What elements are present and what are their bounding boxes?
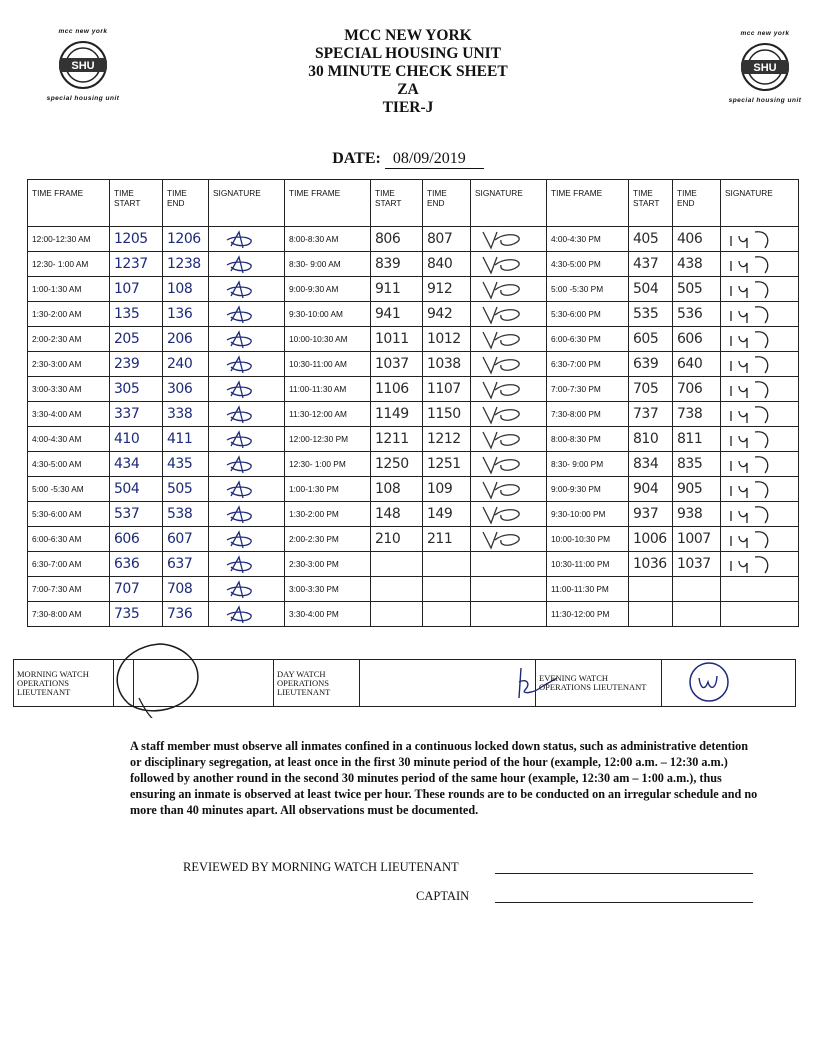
- captain-signature-line: [495, 902, 753, 903]
- evening-time-frame: 10:30-11:00 PM: [547, 552, 629, 577]
- evening-time-frame: 10:00-10:30 PM: [547, 527, 629, 552]
- day-lieutenant-label: DAY WATCH OPERATIONS LIEUTENANT: [274, 660, 360, 707]
- reviewed-by-label: REVIEWED BY MORNING WATCH LIEUTENANT: [183, 860, 459, 874]
- evening-signature: [721, 452, 799, 477]
- day-time-frame: 9:00-9:30 AM: [285, 277, 371, 302]
- day-time-frame: 11:00-11:30 AM: [285, 377, 371, 402]
- day-time-frame: 8:30- 9:00 AM: [285, 252, 371, 277]
- morning-initials-icon: [213, 553, 273, 575]
- evening-signature: [721, 527, 799, 552]
- day-signature: [471, 277, 547, 302]
- morning-time-start: 205: [110, 327, 163, 352]
- morning-signature: [209, 452, 285, 477]
- table-row: [28, 552, 799, 577]
- table-row: [28, 602, 799, 627]
- morning-initials-icon: [213, 328, 273, 350]
- table-row: [28, 252, 799, 277]
- day-signature: [471, 352, 547, 377]
- evening-signature: [721, 577, 799, 602]
- evening-initials-icon: [725, 328, 785, 350]
- day-signature: [471, 227, 547, 252]
- morning-signature: [209, 527, 285, 552]
- evening-lieutenant-label: EVENING WATCH OPERATIONS LIEUTENANT: [536, 660, 662, 707]
- logo-left-bottom-text: special housing unit: [46, 95, 120, 102]
- evening-time-end: 1007: [673, 527, 721, 552]
- date-value: 08/09/2019: [385, 150, 484, 169]
- table-row: [28, 452, 799, 477]
- morning-time-start: 107: [110, 277, 163, 302]
- morning-time-start: 305: [110, 377, 163, 402]
- header-time-frame: TIME FRAME: [28, 180, 110, 227]
- day-time-end: 149: [423, 502, 471, 527]
- evening-signature: [721, 477, 799, 502]
- day-time-start: 148: [371, 502, 423, 527]
- day-time-frame: 12:30- 1:00 PM: [285, 452, 371, 477]
- day-signature: [471, 527, 547, 552]
- captain-label: CAPTAIN: [416, 889, 470, 903]
- day-time-start: 1037: [371, 352, 423, 377]
- table-row: [28, 477, 799, 502]
- evening-time-end: 640: [673, 352, 721, 377]
- day-initials-icon: [475, 228, 535, 250]
- evening-time-end: 835: [673, 452, 721, 477]
- evening-time-end: 811: [673, 427, 721, 452]
- evening-initials-icon: [725, 378, 785, 400]
- evening-time-start: 834: [629, 452, 673, 477]
- evening-time-start: [629, 577, 673, 602]
- day-signature: [471, 402, 547, 427]
- day-time-end: 1212: [423, 427, 471, 452]
- header-time-frame: TIME FRAME: [547, 180, 629, 227]
- morning-signature: [209, 327, 285, 352]
- logo-left-emblem-text: SHU: [71, 60, 95, 72]
- header-line-3: 30 MINUTE CHECK SHEET: [308, 63, 508, 80]
- evening-time-frame: 8:00-8:30 PM: [547, 427, 629, 452]
- evening-time-frame: 9:00-9:30 PM: [547, 477, 629, 502]
- morning-time-start: 239: [110, 352, 163, 377]
- morning-time-end: 607: [163, 527, 209, 552]
- evening-initials-icon: [725, 428, 785, 450]
- logo-right-bottom-text: special housing unit: [728, 97, 802, 104]
- table-row: [28, 577, 799, 602]
- morning-lieutenant-label: MORNING WATCH OPERATIONS LIEUTENANT: [14, 660, 114, 707]
- day-time-frame: 2:00-2:30 PM: [285, 527, 371, 552]
- morning-signature: [209, 352, 285, 377]
- morning-time-frame: 1:30-2:00 AM: [28, 302, 110, 327]
- day-time-start: 210: [371, 527, 423, 552]
- day-time-end: [423, 602, 471, 627]
- evening-signature: [721, 227, 799, 252]
- day-time-frame: 8:00-8:30 AM: [285, 227, 371, 252]
- day-time-frame: 1:30-2:00 PM: [285, 502, 371, 527]
- morning-time-end: 411: [163, 427, 209, 452]
- evening-time-start: 1006: [629, 527, 673, 552]
- morning-signature: [209, 377, 285, 402]
- header-time-frame: TIME FRAME: [285, 180, 371, 227]
- morning-time-start: 410: [110, 427, 163, 452]
- evening-time-start: 904: [629, 477, 673, 502]
- morning-initials-icon: [213, 603, 273, 625]
- morning-initials-icon: [213, 578, 273, 600]
- header-signature: SIGNATURE: [209, 180, 285, 227]
- table-row: [28, 427, 799, 452]
- morning-initials-icon: [213, 228, 273, 250]
- day-time-end: 211: [423, 527, 471, 552]
- day-time-frame: 11:30-12:00 AM: [285, 402, 371, 427]
- evening-time-end: 505: [673, 277, 721, 302]
- header-time-start: TIME START: [371, 180, 423, 227]
- evening-initials-icon: [725, 553, 785, 575]
- evening-time-frame: 9:30-10:00 PM: [547, 502, 629, 527]
- day-time-end: [423, 552, 471, 577]
- day-signature: [471, 602, 547, 627]
- date-label: DATE:: [332, 150, 381, 167]
- header-time-end: TIME END: [163, 180, 209, 227]
- morning-initials-icon: [213, 478, 273, 500]
- evening-time-start: 437: [629, 252, 673, 277]
- day-time-frame: 12:00-12:30 PM: [285, 427, 371, 452]
- evening-lieutenant-signature: [676, 660, 796, 707]
- header-time-end: TIME END: [673, 180, 721, 227]
- morning-signature: [209, 577, 285, 602]
- morning-lieutenant-initials-icon: [99, 638, 229, 718]
- morning-signature: [209, 302, 285, 327]
- evening-time-start: [629, 602, 673, 627]
- morning-time-frame: 7:30-8:00 AM: [28, 602, 110, 627]
- evening-lieutenant-initials-icon: [683, 660, 735, 704]
- day-time-end: 1038: [423, 352, 471, 377]
- day-time-frame: 10:30-11:00 AM: [285, 352, 371, 377]
- morning-initials-icon: [213, 278, 273, 300]
- table-row: [28, 352, 799, 377]
- day-time-start: 806: [371, 227, 423, 252]
- logo-left-top-text: mcc new york: [58, 28, 108, 35]
- evening-initials-icon: [725, 253, 785, 275]
- day-time-start: [371, 602, 423, 627]
- morning-time-frame: 6:30-7:00 AM: [28, 552, 110, 577]
- evening-signature: [721, 427, 799, 452]
- evening-time-start: 605: [629, 327, 673, 352]
- header-signature: SIGNATURE: [721, 180, 799, 227]
- morning-time-end: 538: [163, 502, 209, 527]
- day-time-frame: 9:30-10:00 AM: [285, 302, 371, 327]
- morning-time-frame: 2:30-3:00 AM: [28, 352, 110, 377]
- day-initials-icon: [475, 278, 535, 300]
- morning-time-start: 434: [110, 452, 163, 477]
- evening-time-frame: 11:00-11:30 PM: [547, 577, 629, 602]
- morning-time-start: 337: [110, 402, 163, 427]
- evening-time-end: 706: [673, 377, 721, 402]
- reviewed-by-signature-line: [495, 873, 753, 874]
- evening-initials-icon: [725, 303, 785, 325]
- morning-time-frame: 4:30-5:00 AM: [28, 452, 110, 477]
- morning-signature: [209, 552, 285, 577]
- morning-time-start: 1237: [110, 252, 163, 277]
- evening-initials-icon: [725, 228, 785, 250]
- day-time-end: 1012: [423, 327, 471, 352]
- day-lieutenant-signature: [360, 660, 536, 707]
- evening-signature: [721, 602, 799, 627]
- evening-time-frame: 7:30-8:00 PM: [547, 402, 629, 427]
- morning-signature: [209, 477, 285, 502]
- evening-time-start: 639: [629, 352, 673, 377]
- day-time-start: 1211: [371, 427, 423, 452]
- evening-initials-icon: [725, 278, 785, 300]
- policy-paragraph: A staff member must observe all inmates confined in a continuous locked down status, such as administrative detention or disciplinary segregation, at least once in the first 30 minute period of the hour (example, 12:00 a.m. – 12:30 a.m.) followed by another round in the second 30 minutes period of the same hour (example, 12:30 am – 1:00 a.m.), thus ensuring an inmate is observed at least twice per hour. These rounds are to be conducted on an irregular schedule and no more than 40 minutes apart. All observations must be documented.: [130, 739, 758, 817]
- table-row: [28, 402, 799, 427]
- day-initials-icon: [475, 503, 535, 525]
- logo-right-emblem-text: SHU: [753, 62, 777, 74]
- morning-time-start: 537: [110, 502, 163, 527]
- header-signature: SIGNATURE: [471, 180, 547, 227]
- evening-signature: [721, 302, 799, 327]
- header-time-start: TIME START: [110, 180, 163, 227]
- day-time-end: 1150: [423, 402, 471, 427]
- table-header-row: [28, 180, 799, 227]
- day-time-end: 807: [423, 227, 471, 252]
- morning-signature: [209, 502, 285, 527]
- morning-initials-icon: [213, 378, 273, 400]
- evening-signature: [721, 327, 799, 352]
- evening-signature: [721, 252, 799, 277]
- morning-initials-icon: [213, 253, 273, 275]
- evening-initials-icon: [725, 503, 785, 525]
- evening-signature: [721, 352, 799, 377]
- day-time-end: 942: [423, 302, 471, 327]
- evening-initials-icon: [725, 353, 785, 375]
- evening-time-end: [673, 602, 721, 627]
- day-time-start: 1149: [371, 402, 423, 427]
- day-signature: [471, 452, 547, 477]
- evening-time-start: 535: [629, 302, 673, 327]
- day-time-end: 1107: [423, 377, 471, 402]
- check-sheet-table: [27, 179, 799, 627]
- morning-time-end: 505: [163, 477, 209, 502]
- header-line-1: MCC NEW YORK: [344, 27, 472, 44]
- evening-initials-icon: [725, 453, 785, 475]
- morning-time-end: 1206: [163, 227, 209, 252]
- evening-time-frame: 4:30-5:00 PM: [547, 252, 629, 277]
- morning-signature: [209, 602, 285, 627]
- evening-signature: [721, 552, 799, 577]
- morning-time-end: 637: [163, 552, 209, 577]
- evening-time-frame: 7:00-7:30 PM: [547, 377, 629, 402]
- morning-time-frame: 3:30-4:00 AM: [28, 402, 110, 427]
- evening-time-frame: 11:30-12:00 PM: [547, 602, 629, 627]
- morning-initials-icon: [213, 528, 273, 550]
- day-initials-icon: [475, 253, 535, 275]
- evening-time-end: 606: [673, 327, 721, 352]
- day-time-frame: 2:30-3:00 PM: [285, 552, 371, 577]
- day-time-end: 912: [423, 277, 471, 302]
- evening-time-start: 1036: [629, 552, 673, 577]
- morning-time-end: 435: [163, 452, 209, 477]
- morning-time-end: 206: [163, 327, 209, 352]
- morning-signature: [209, 252, 285, 277]
- morning-initials-icon: [213, 303, 273, 325]
- header-line-5: TIER-J: [382, 99, 434, 116]
- morning-time-frame: 4:00-4:30 AM: [28, 427, 110, 452]
- evening-time-frame: 4:00-4:30 PM: [547, 227, 629, 252]
- day-initials-icon: [475, 403, 535, 425]
- day-time-end: 840: [423, 252, 471, 277]
- day-time-start: [371, 577, 423, 602]
- morning-time-end: 338: [163, 402, 209, 427]
- day-time-start: 911: [371, 277, 423, 302]
- day-initials-icon: [475, 428, 535, 450]
- day-time-frame: 3:30-4:00 PM: [285, 602, 371, 627]
- evening-time-end: 438: [673, 252, 721, 277]
- morning-time-start: 735: [110, 602, 163, 627]
- day-time-start: 108: [371, 477, 423, 502]
- morning-time-start: 606: [110, 527, 163, 552]
- logo-right-top-text: mcc new york: [740, 30, 790, 37]
- evening-initials-icon: [725, 478, 785, 500]
- evening-signature: [721, 502, 799, 527]
- table-row: [28, 277, 799, 302]
- evening-time-start: 504: [629, 277, 673, 302]
- morning-signature: [209, 277, 285, 302]
- evening-initials-icon: [725, 403, 785, 425]
- lieutenant-signoff-table: [13, 659, 796, 707]
- morning-initials-icon: [213, 503, 273, 525]
- morning-time-frame: 12:30- 1:00 AM: [28, 252, 110, 277]
- evening-time-end: 536: [673, 302, 721, 327]
- morning-time-end: 240: [163, 352, 209, 377]
- morning-time-start: 135: [110, 302, 163, 327]
- day-initials-icon: [475, 528, 535, 550]
- table-row: [28, 327, 799, 352]
- day-signature: [471, 552, 547, 577]
- morning-lieutenant-signature: [134, 660, 274, 707]
- morning-signature: [209, 227, 285, 252]
- day-initials-icon: [475, 378, 535, 400]
- day-initials-icon: [475, 353, 535, 375]
- morning-time-frame: 7:00-7:30 AM: [28, 577, 110, 602]
- evening-time-start: 937: [629, 502, 673, 527]
- morning-time-frame: 5:30-6:00 AM: [28, 502, 110, 527]
- morning-initials-icon: [213, 403, 273, 425]
- morning-initials-icon: [213, 453, 273, 475]
- header-line-2: SPECIAL HOUSING UNIT: [314, 45, 502, 62]
- day-initials-icon: [475, 453, 535, 475]
- morning-time-end: 1238: [163, 252, 209, 277]
- morning-signature: [209, 427, 285, 452]
- morning-time-end: 708: [163, 577, 209, 602]
- table-row: [28, 302, 799, 327]
- table-row: [28, 502, 799, 527]
- day-time-end: 1251: [423, 452, 471, 477]
- day-time-end: [423, 577, 471, 602]
- morning-initials-icon: [213, 353, 273, 375]
- day-signature: [471, 252, 547, 277]
- page-header: [0, 27, 816, 117]
- evening-signature: [721, 377, 799, 402]
- evening-time-start: 405: [629, 227, 673, 252]
- table-row: [28, 527, 799, 552]
- evening-signature: [721, 277, 799, 302]
- morning-time-start: 636: [110, 552, 163, 577]
- evening-time-end: 738: [673, 402, 721, 427]
- evening-time-end: [673, 577, 721, 602]
- table-row: [28, 377, 799, 402]
- morning-time-end: 136: [163, 302, 209, 327]
- evening-time-frame: 6:30-7:00 PM: [547, 352, 629, 377]
- day-time-start: 839: [371, 252, 423, 277]
- evening-initials-icon: [725, 528, 785, 550]
- day-time-end: 109: [423, 477, 471, 502]
- evening-time-end: 938: [673, 502, 721, 527]
- day-time-start: 941: [371, 302, 423, 327]
- day-signature: [471, 502, 547, 527]
- morning-time-end: 108: [163, 277, 209, 302]
- table-row: [28, 227, 799, 252]
- morning-time-start: 707: [110, 577, 163, 602]
- day-time-frame: 3:00-3:30 PM: [285, 577, 371, 602]
- evening-time-start: 705: [629, 377, 673, 402]
- morning-time-start: 1205: [110, 227, 163, 252]
- day-time-start: 1250: [371, 452, 423, 477]
- morning-time-frame: 12:00-12:30 AM: [28, 227, 110, 252]
- evening-time-frame: 8:30- 9:00 PM: [547, 452, 629, 477]
- day-signature: [471, 427, 547, 452]
- evening-time-frame: 5:30-6:00 PM: [547, 302, 629, 327]
- evening-time-end: 905: [673, 477, 721, 502]
- evening-time-frame: 5:00 -5:30 PM: [547, 277, 629, 302]
- day-time-frame: 1:00-1:30 PM: [285, 477, 371, 502]
- day-time-frame: 10:00-10:30 AM: [285, 327, 371, 352]
- morning-signature: [209, 402, 285, 427]
- day-time-start: 1011: [371, 327, 423, 352]
- day-signature: [471, 477, 547, 502]
- morning-time-frame: 1:00-1:30 AM: [28, 277, 110, 302]
- evening-time-start: 737: [629, 402, 673, 427]
- morning-time-frame: 2:00-2:30 AM: [28, 327, 110, 352]
- morning-time-start: 504: [110, 477, 163, 502]
- header-time-end: TIME END: [423, 180, 471, 227]
- morning-time-end: 736: [163, 602, 209, 627]
- date-line: [0, 150, 816, 169]
- day-signature: [471, 327, 547, 352]
- day-initials-icon: [475, 328, 535, 350]
- day-signature: [471, 577, 547, 602]
- morning-time-frame: 5:00 -5:30 AM: [28, 477, 110, 502]
- morning-time-frame: 6:00-6:30 AM: [28, 527, 110, 552]
- evening-signature: [721, 402, 799, 427]
- morning-initials-icon: [213, 428, 273, 450]
- day-signature: [471, 302, 547, 327]
- evening-time-start: 810: [629, 427, 673, 452]
- evening-time-end: 1037: [673, 552, 721, 577]
- evening-time-frame: 6:00-6:30 PM: [547, 327, 629, 352]
- evening-time-end: 406: [673, 227, 721, 252]
- day-initials-icon: [475, 478, 535, 500]
- day-time-start: [371, 552, 423, 577]
- morning-time-end: 306: [163, 377, 209, 402]
- header-line-4: ZA: [397, 81, 419, 98]
- header-time-start: TIME START: [629, 180, 673, 227]
- day-initials-icon: [475, 303, 535, 325]
- morning-time-frame: 3:00-3:30 AM: [28, 377, 110, 402]
- day-time-start: 1106: [371, 377, 423, 402]
- day-signature: [471, 377, 547, 402]
